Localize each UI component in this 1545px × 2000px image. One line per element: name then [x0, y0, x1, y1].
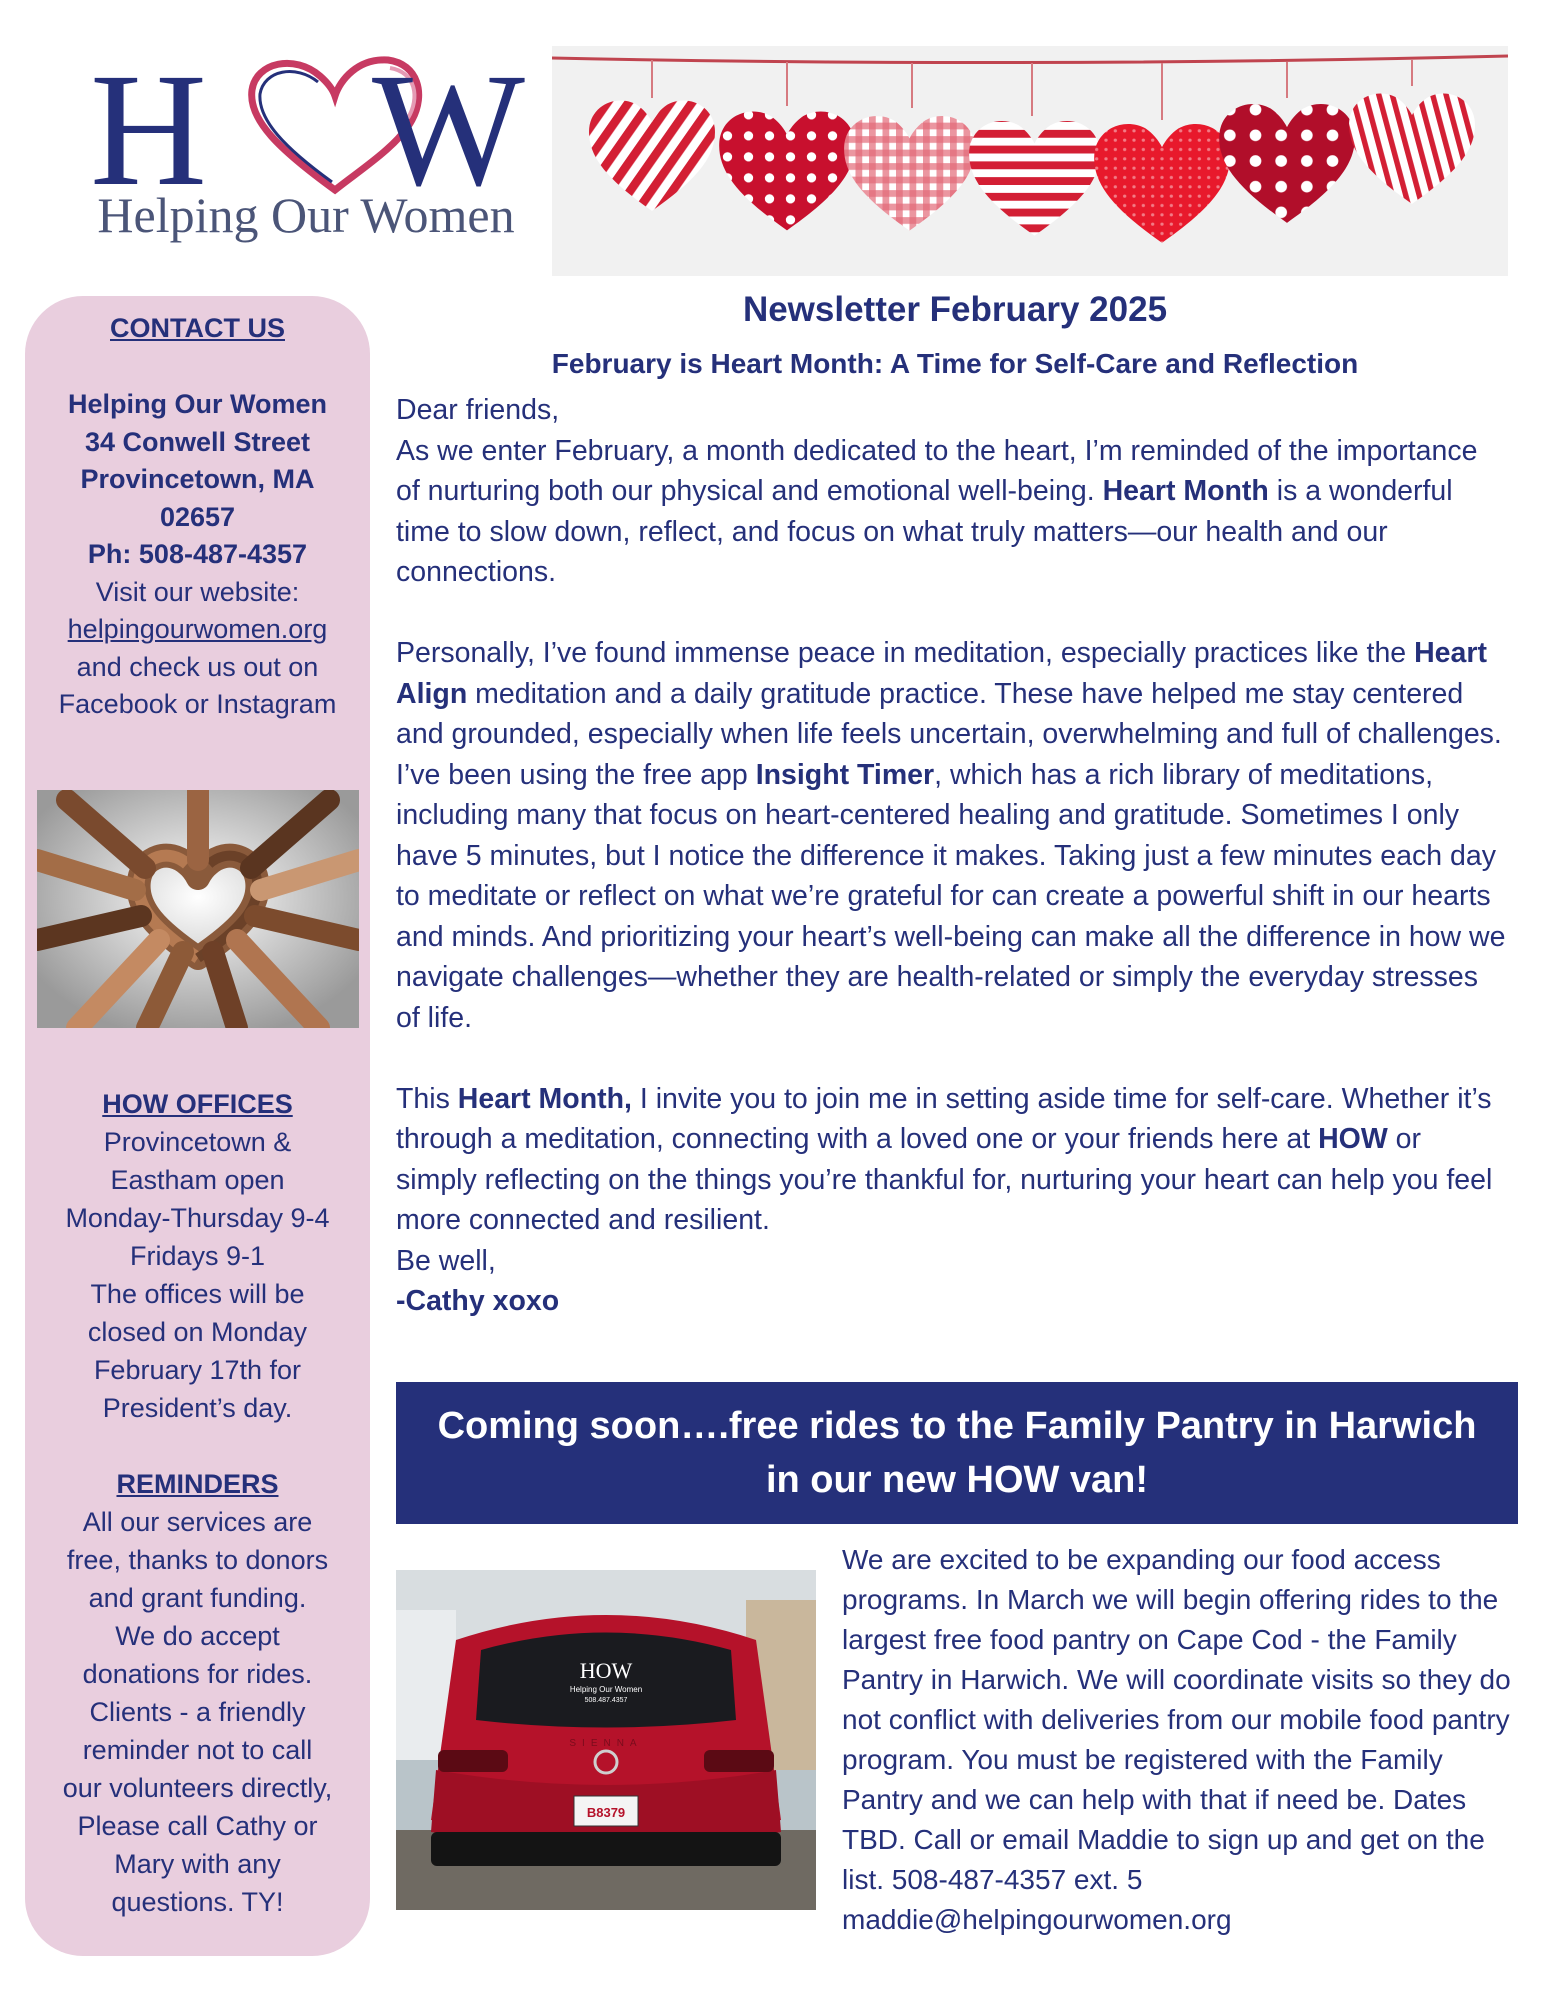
coming-soon-text: Coming soon….free rides to the Family Pantry in Harwich in our new HOW van! [437, 1405, 1477, 1501]
letter-body [396, 390, 1508, 1322]
city-state: Provincetown, MA [80, 464, 315, 494]
logo-letter-w: W [372, 41, 525, 220]
hands-heart-illustration [37, 790, 359, 1028]
newsletter-title: Newsletter February 2025 [742, 290, 1168, 329]
sidebar-panel [25, 296, 370, 1956]
letter-paragraph-3: This Heart Month, I invite you to join me in setting aside time for self-care. Whether it’s through a meditation, connecting with a loved one or your friends here at HOW or simply reflecting on the things you’re thankful for, nurturing your heart can help you feel more connected and resilient. [396, 1082, 1493, 1236]
social-line-1: and check us out on [76, 651, 319, 682]
offices-line: Provincetown & [103, 1127, 292, 1157]
van-decal-logo: HOW [579, 1658, 633, 1683]
van-decal-name: Helping Our Women [569, 1685, 643, 1694]
offices-line: February 17th for [93, 1355, 302, 1385]
org-name: Helping Our Women [67, 389, 327, 419]
reminders-line: donations for rides. [82, 1659, 313, 1689]
van-plate: B8379 [586, 1805, 626, 1820]
offices-heading: HOW OFFICES [102, 1089, 293, 1119]
reminders-line: questions. TY! [111, 1887, 284, 1917]
logo-tagline: Helping Our Women [97, 187, 515, 243]
van-illustration [396, 1570, 816, 1910]
reminders-line: We do accept [115, 1621, 280, 1651]
logo-letter-h: H [90, 41, 207, 220]
how-logo [80, 41, 540, 250]
hearts-illustration [552, 46, 1508, 276]
how-van-photo [396, 1570, 816, 1910]
newsletter-subtitle: February is Heart Month: A Time for Self-Care and Reflection [551, 348, 1359, 379]
offices-line: The offices will be [90, 1279, 305, 1309]
reminders-line: All our services are [82, 1507, 313, 1537]
letter-signature: -Cathy xoxo [396, 1285, 560, 1317]
van-decal-phone: 508.487.4357 [584, 1697, 628, 1704]
letter-paragraph-1: As we enter February, a month dedicated to the heart, I’m reminded of the importance of nurturing both our physical and emotional well-being. Heart Month is a wonderful time to slow down, reflect, and focus on what truly matters—our health and our connections. [396, 434, 1478, 588]
contact-heading: CONTACT US [110, 313, 285, 343]
reminders-line: free, thanks to donors [66, 1545, 329, 1575]
reminders-line: Please call Cathy or [77, 1811, 318, 1841]
letter-greeting: Dear friends, [396, 394, 560, 426]
reminders-heading: REMINDERS [116, 1469, 279, 1499]
street-address: 34 Conwell Street [84, 426, 311, 457]
visit-website-label: Visit our website: [95, 576, 300, 607]
zip-code: 02657 [159, 501, 236, 532]
offices-line: closed on Monday [87, 1317, 308, 1347]
coming-soon-banner [396, 1382, 1518, 1524]
social-line-2: Facebook or Instagram [58, 689, 337, 719]
offices-line: Eastham open [110, 1165, 285, 1195]
reminders-line: reminder not to call [82, 1735, 313, 1765]
website-link[interactable]: helpingourwomen.org [67, 614, 328, 644]
reminders-line: Clients - a friendly [89, 1697, 306, 1727]
offices-line: President’s day. [102, 1393, 293, 1423]
reminders-line: our volunteers directly, [62, 1773, 333, 1803]
van-description: We are excited to be expanding our food access programs. In March we will begin offering rides to the largest free food pantry on Cape Cod - the Family Pantry in Harwich. We will coordinate visits so they do not conflict with deliveries from our mobile food pantry program. You must be registered with the Family Pantry and we can help with that if need be. Dates TBD. Call or email Maddie to sign up and get on the list. 508-487-4357 ext. 5 maddie@helpingourwomen.org [842, 1544, 1511, 1935]
hands-heart-photo [37, 790, 359, 1028]
letter-closing: Be well, [396, 1244, 496, 1277]
offices-line: Fridays 9-1 [129, 1241, 266, 1271]
hanging-hearts-image [552, 46, 1508, 276]
reminders-line: and grant funding. [88, 1583, 307, 1613]
phone-number: Ph: 508-487-4357 [87, 539, 308, 569]
reminders-line: Mary with any [114, 1849, 281, 1879]
letter-paragraph-2: Personally, I’ve found immense peace in meditation, especially practices like the Heart Align meditation and a daily gratitude practice. These have helped me stay centered and grounded, especially when life feels uncertain, overwhelming and full of challenges. I’ve been using the free app Insight Timer, which has a rich library of meditations, including many that focus on heart-centered healing and gratitude. Sometimes I only have 5 minutes, but I notice the difference it makes. Taking just a few minutes each day to meditate or reflect on what we’re grateful for can create a powerful shift in our hearts and minds. And prioritizing your heart’s well-being can make all the difference in how we navigate challenges—whether they are health-related or simply the everyday stresses of life. [396, 637, 1506, 1034]
van-model-badge: SIENNA [569, 1738, 643, 1749]
offices-line: Monday-Thursday 9-4 [65, 1203, 330, 1233]
website-link-row [25, 611, 370, 649]
